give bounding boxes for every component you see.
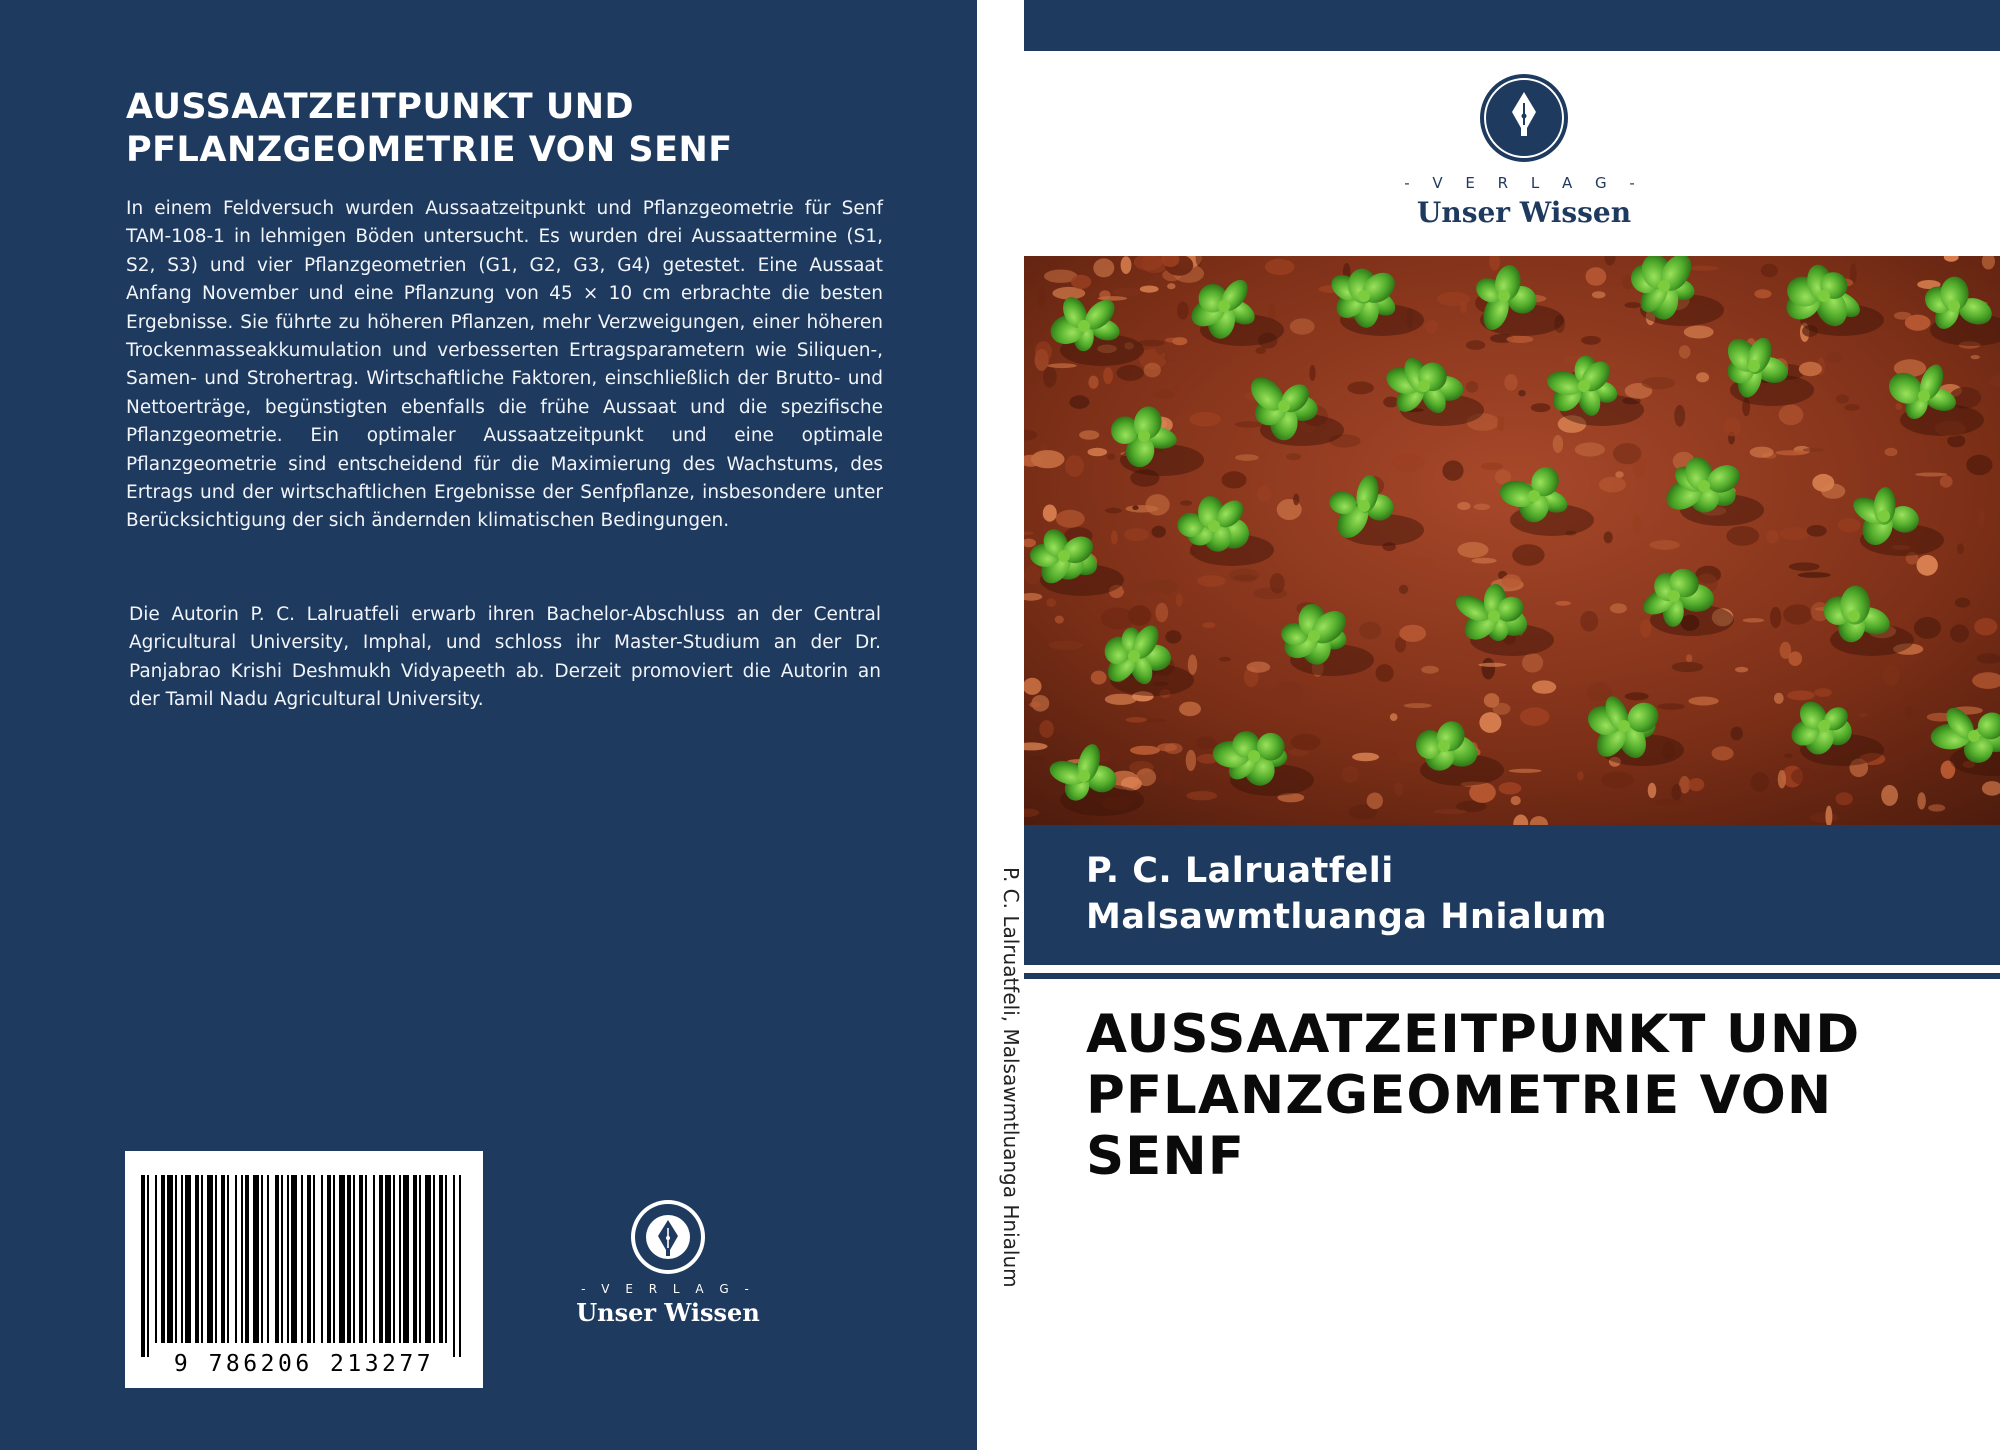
- barcode-bar: [419, 1175, 421, 1343]
- publisher-logo-front: [1394, 72, 1654, 229]
- spine-authors: P. C. Lalruatfeli, Malsawmtluanga Hnialum: [999, 867, 1023, 1288]
- isbn-number: 9 786206 213277: [173, 1351, 435, 1377]
- barcode-bar: [413, 1175, 417, 1343]
- front-title-line-2: PFLANZGEOMETRIE VON: [1086, 1065, 1833, 1126]
- barcode-bar: [281, 1175, 283, 1343]
- barcode-bar: [147, 1175, 149, 1357]
- barcode-bar: [253, 1175, 259, 1343]
- barcode-bar: [261, 1175, 263, 1343]
- back-cover-title: [126, 86, 886, 172]
- front-cover-title: [1086, 1004, 1966, 1187]
- front-cover: [1024, 0, 2000, 1450]
- barcode-bars: [141, 1175, 467, 1357]
- back-cover: [0, 0, 977, 1450]
- barcode-bar: [141, 1175, 145, 1357]
- barcode-bar: [313, 1175, 315, 1343]
- barcode-bar: [379, 1175, 383, 1343]
- barcode-bar: [291, 1175, 297, 1343]
- barcode-bar: [175, 1175, 177, 1343]
- author-name-2: Malsawmtluanga Hnialum: [1086, 897, 1607, 937]
- barcode-bar: [241, 1175, 243, 1343]
- barcode-bar: [347, 1175, 351, 1343]
- author-bio: Die Autorin P. C. Lalruatfeli erwarb ihren Bachelor-Abschluss an der Central Agricultural University, Imphal, und schloss ihr Master-Studium an der Dr. Panjabrao Krishi Deshmukh Vidyapeeth ab. Derzeit promoviert die Autorin an der Tamil Nadu Agricultural University.: [129, 604, 881, 711]
- barcode-bar: [425, 1175, 431, 1343]
- barcode-bar: [215, 1175, 217, 1343]
- barcode-bar: [307, 1175, 311, 1343]
- barcode-bar: [333, 1175, 335, 1343]
- barcode-bar: [385, 1175, 391, 1343]
- barcode-bar: [195, 1175, 199, 1343]
- seedlings-photo: [1024, 256, 2000, 825]
- soil-and-seedlings-image: [1024, 256, 2000, 825]
- barcode-bar: [339, 1175, 345, 1343]
- barcode-bar: [155, 1175, 157, 1343]
- publisher-name: Unser Wissen: [576, 1298, 760, 1327]
- barcode-bar: [327, 1175, 331, 1343]
- fountain-pen-seal-icon: [629, 1198, 707, 1276]
- back-title-line-1: AUSSAATZEITPUNKT UND: [126, 87, 635, 127]
- barcode-bar: [287, 1175, 289, 1343]
- barcode-bar: [245, 1175, 249, 1343]
- barcode-bar: [161, 1175, 165, 1343]
- top-color-bar: [1024, 0, 2000, 51]
- barcode-bar: [403, 1175, 409, 1343]
- barcode-bar: [167, 1175, 173, 1343]
- publisher-name: Unser Wissen: [1416, 196, 1632, 229]
- barcode-bar: [221, 1175, 225, 1343]
- barcode-bar: [399, 1175, 401, 1343]
- barcode-bar: [301, 1175, 303, 1343]
- barcode-bar: [181, 1175, 183, 1343]
- barcode-bar: [459, 1175, 461, 1357]
- book-blurb: In einem Feldversuch wurden Aussaatzeitpunkt und Pflanzgeometrie für Senf TAM-108-1 in lehmigen Böden untersucht. Es wurden drei Aussaattermine (S1, S2, S3) und vier Pflanzgeometrien (G1, G2, G3, G4) getestet. Eine Aussaat Anfang November und eine Pflanzung von 45 × 10 cm erbrachte die besten Ergebnisse. Sie führte zu höheren Pflanzen, mehr Verzweigungen, einer höheren Trockenmasseakkumulation und verbesserten Ertragsparametern wie Siliquen-, Samen- und Strohertrag. Wirtschaftliche Faktoren, einschließlich der Brutto- und Nettoerträge, begünstigten ebenfalls die frühe Aussaat und die spezifische Pflanzgeometrie. Ein optimaler Aussaatzeitpunkt und eine optimale Pflanzgeometrie sind entscheidend für die Maximierung des Wachstums, des Ertrags und der wirtschaftlichen Ergebnisse der Senfpflanze, insbesondere unter Berücksichtigung der sich ändernden klimatischen Bedingungen.: [126, 198, 883, 532]
- barcode-bar: [359, 1175, 363, 1343]
- publisher-logo-back: [565, 1198, 771, 1327]
- isbn-barcode: [125, 1151, 483, 1388]
- barcode-bar: [353, 1175, 355, 1343]
- barcode-bar: [275, 1175, 279, 1343]
- barcode-bar: [201, 1175, 203, 1343]
- front-title-line-3: SENF: [1086, 1126, 1245, 1187]
- fountain-pen-seal-icon: [1478, 72, 1570, 164]
- verlag-label: - V E R L A G -: [581, 1282, 755, 1296]
- barcode-bar: [227, 1175, 229, 1343]
- back-title-line-2: PFLANZGEOMETRIE VON SENF: [126, 130, 733, 170]
- barcode-bar: [267, 1175, 269, 1343]
- author-name-1: P. C. Lalruatfeli: [1086, 851, 1394, 891]
- front-title-line-1: AUSSAATZEITPUNKT UND: [1086, 1004, 1861, 1065]
- barcode-bar: [445, 1175, 447, 1343]
- barcode-bar: [365, 1175, 367, 1343]
- barcode-bar: [185, 1175, 191, 1343]
- book-spine: [977, 0, 1024, 1450]
- barcode-bar: [373, 1175, 375, 1343]
- barcode-bar: [321, 1175, 323, 1343]
- barcode-bar: [207, 1175, 213, 1343]
- barcode-bar: [393, 1175, 395, 1343]
- barcode-bar: [439, 1175, 443, 1343]
- barcode-bar: [453, 1175, 455, 1357]
- barcode-bar: [433, 1175, 435, 1343]
- divider-rule: [1024, 973, 2000, 979]
- barcode-bar: [235, 1175, 237, 1343]
- verlag-label: - V E R L A G -: [1404, 174, 1644, 192]
- authors-band: [1024, 825, 2000, 965]
